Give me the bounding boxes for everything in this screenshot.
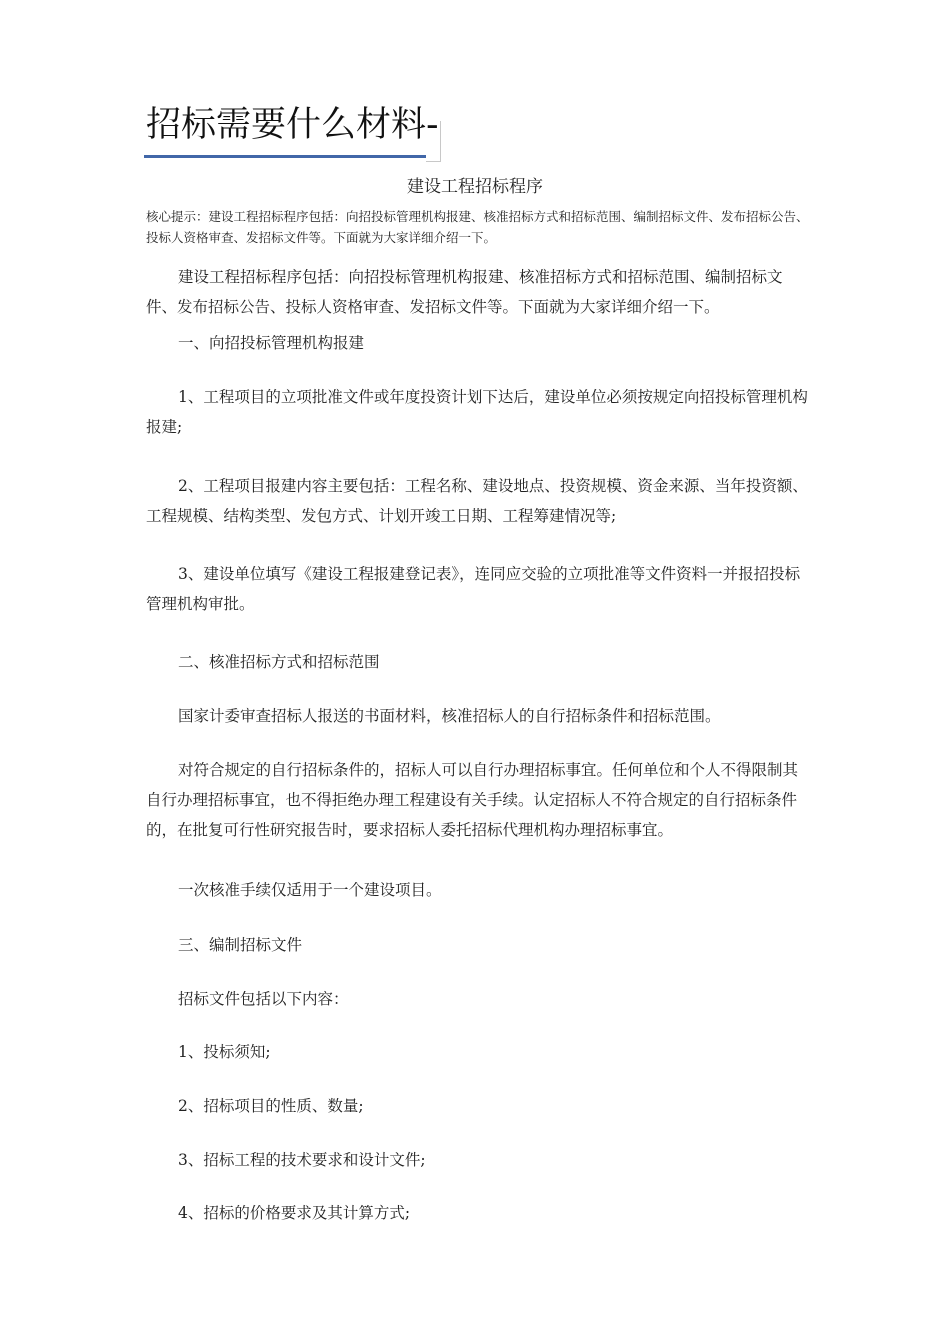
paragraph-1-1: 1、工程项目的立项批准文件或年度投资计划下达后，建设单位必须按规定向招投标管理机构报建; [146,388,808,436]
paragraph-1-3: 3、建设单位填写《建设工程报建登记表》，连同应交验的立项批准等文件资料一并报招投标管理机构审批。 [146,565,801,613]
section-heading-3: 三、编制招标文件 [178,936,303,954]
paragraph-2-1: 国家计委审查招标人报送的书面材料，核准招标人的自行招标条件和招标范围。 [178,707,721,725]
list-item-3-4: 4、招标的价格要求及其计算方式; [178,1204,411,1222]
list-item-3-2: 2、招标项目的性质、数量; [178,1097,364,1115]
paragraph-2-3: 一次核准手续仅适用于一个建设项目。 [178,881,442,899]
summary-text: 核心提示：建设工程招标程序包括：向招投标管理机构报建、核准招标方式和招标范围、编制招标文件、发布招标公告、投标人资格审查、发招标文件等。下面就为大家详细介绍一下。 [146,209,809,245]
section-heading-2: 二、核准招标方式和招标范围 [178,653,380,671]
list-item-3-1: 1、投标须知; [178,1043,271,1061]
title-frame-edge [426,121,441,162]
paragraph-2-2: 对符合规定的自行招标条件的，招标人可以自行办理招标事宜。任何单位和个人不得限制其自行办理招标事宜，也不得拒绝办理工程建设有关手续。认定招标人不符合规定的自行招标条件的，在批复可行性研究报告时，要求招标人委托招标代理机构办理招标事宜。 [146,761,799,839]
document-title: 招标需要什么材料- [146,105,439,145]
paragraph-intro: 建设工程招标程序包括：向招投标管理机构报建、核准招标方式和招标范围、编制招标文件、发布招标公告、投标人资格审查、发招标文件等。下面就为大家详细介绍一下。 [146,268,783,316]
title-underline [144,155,426,158]
list-item-3-3: 3、招标工程的技术要求和设计文件; [178,1151,426,1169]
section-heading-1: 一、向招投标管理机构报建 [178,334,365,352]
paragraph-3-intro: 招标文件包括以下内容： [178,990,349,1008]
document-subtitle: 建设工程招标程序 [407,177,543,197]
paragraph-1-2: 2、工程项目报建内容主要包括：工程名称、建设地点、投资规模、资金来源、当年投资额、工程规模、结构类型、发包方式、计划开竣工日期、工程筹建情况等; [146,477,808,525]
